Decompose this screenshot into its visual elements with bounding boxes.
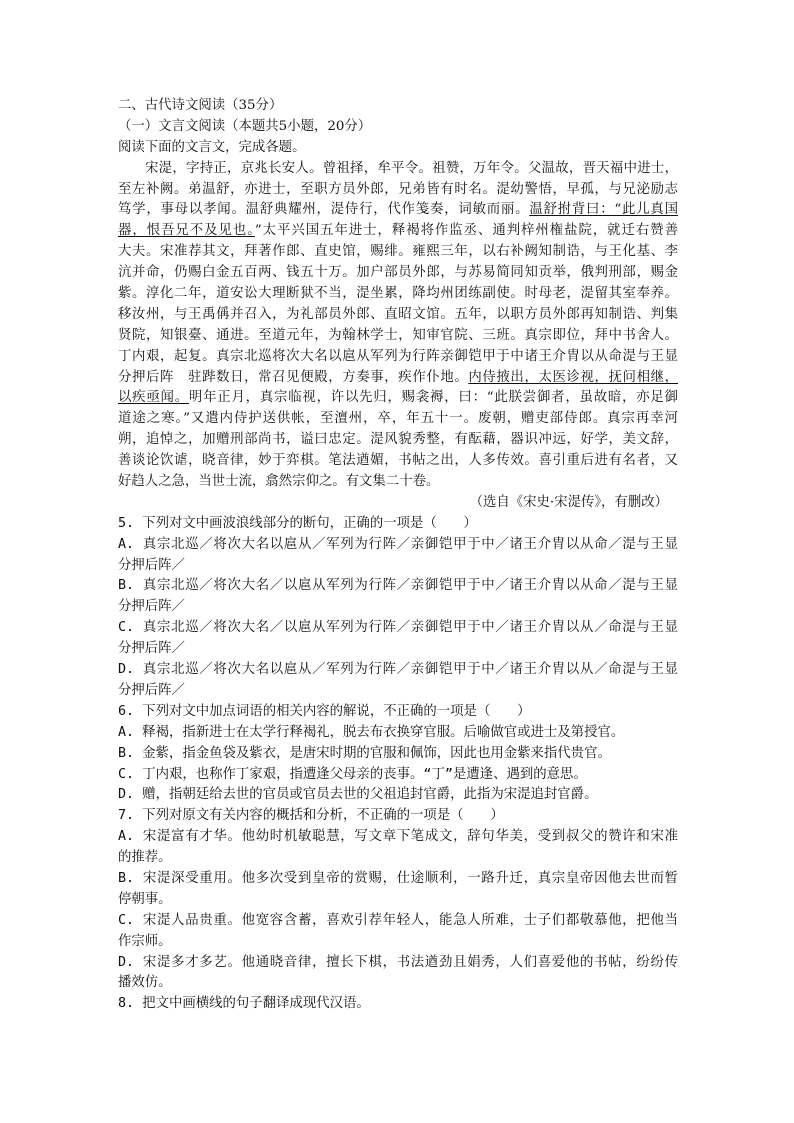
passage-text: 笃学，事母以孝闻。温舒典耀州，湜侍行，代作笺奏，词敏而丽。 <box>118 202 530 218</box>
underlined-text: 温舒拊背曰：“此儿真国 <box>529 202 678 218</box>
passage-line <box>118 326 678 347</box>
question-item <box>118 514 678 535</box>
question-line: 的推荐。 <box>118 850 172 866</box>
question-line: C. 真宗北巡／将次大名／以扈从军列为行阵／亲御铠甲于中／诸王介胄以从／命湜与王显 <box>118 620 678 636</box>
question-item <box>118 911 678 953</box>
passage-text: 分押后阵 驻跸数日，常召见便殿，方奏事，疾作仆地。 <box>118 369 469 385</box>
question-line: 5. 下列对文中画波浪线部分的断句，正确的一项是（ ） <box>118 515 477 531</box>
passage-line <box>118 180 678 201</box>
passage-text: 丁内艰，起复。真宗北巡将次大名以扈从军列为行阵亲御铠甲于中诸王介胄以从命湜与王显 <box>118 348 678 364</box>
source-note: （选自《宋史·宋湜传》，有删改） <box>469 494 668 510</box>
passage-line <box>118 451 678 472</box>
question-line: B. 真宗北巡／将次大名／以扈从军列为行阵／亲御铠甲于中／诸王介胄以从命／湜与王显 <box>118 578 678 594</box>
question-line: C. 宋湜人品贵重。他宽容含蓄，喜欢引荐年轻人，能急人所难，士子们都敬慕他，把他当 <box>118 912 678 928</box>
passage-text: 宋湜，字持正，京兆长安人。曾祖择，牟平令。祖赞，万年令。父温故，晋天福中进士， <box>145 160 678 176</box>
question-item <box>118 765 678 786</box>
passage-text: 道途之寒。”又遣内侍护送供帐，至澶州，卒，年五十一。废朝，赠吏部侍郎。真宗再幸河 <box>118 411 678 427</box>
underlined-text: 器，恨吾兄不及见也。 <box>118 223 255 239</box>
document-page <box>118 96 678 1015</box>
passage-text: 沆并命，仍赐白金五百两、钱五十万。加户部员外郎，与苏易简同知贡举，俄判刑部，赐金 <box>118 265 678 281</box>
question-item <box>118 723 678 744</box>
question-line: 作宗师。 <box>118 933 172 949</box>
subsection-title: （一）文言文阅读（本题共5小题，20分） <box>118 118 372 134</box>
passage-line <box>118 472 678 493</box>
passage-line <box>118 263 678 284</box>
question-line: 分押后阵／ <box>118 599 185 615</box>
question-line: 分押后阵／ <box>118 641 185 657</box>
question-item <box>118 576 678 618</box>
question-item <box>118 994 678 1015</box>
passage-text: 移汝州，与王禹偁并召入，为礼部员外郎、直昭文馆。五年，以职方员外郎再知制诰、判集 <box>118 306 678 322</box>
instruction-text: 阅读下面的文言文，完成各题。 <box>118 139 306 155</box>
question-line: 6. 下列对文中加点词语的相关内容的解说，不正确的一项是（ ） <box>118 703 531 719</box>
question-line: D. 宋湜多才多艺。他通晓音律，擅长下棋，书法遒劲且娟秀，人们喜爱他的书帖，纷纷传 <box>118 954 678 970</box>
passage-text: ”太平兴国五年进士，释褐将作监丞、通判梓州権盐院，就迁右赞善 <box>254 223 678 239</box>
passage-text: 紫。淳化二年，道安讼大理断狱不当，湜坐累，降均州团练副使。时母老，湜留其室奉养。 <box>118 286 678 302</box>
question-line: 分押后阵／ <box>118 682 185 698</box>
question-line: 分押后阵／ <box>118 557 185 573</box>
passage <box>118 159 678 493</box>
passage-text: 至左补阙。弟温舒，亦进士，至职方员外郎，兄弟皆有时名。湜幼警悟，早孤，与兄泌励志 <box>118 181 678 197</box>
passage-line <box>118 388 678 409</box>
question-item <box>118 806 678 827</box>
passage-text: 贤院，知银臺、通进。至道元年，为翰林学士，知审官院、三班。真宗即位，拜中书舍人。 <box>118 327 678 343</box>
passage-text: 明年正月，真宗临视，许以先归，赐衾褥，曰：“此朕尝御者，虽故暗，亦足御 <box>188 390 679 406</box>
passage-line <box>118 430 678 451</box>
question-item <box>118 702 678 723</box>
passage-line <box>118 409 678 430</box>
question-line: B. 宋湜深受重用。他多次受到皇帝的赏赐，仕途顺利，一路升迁，真宗皇帝因他去世而暂 <box>118 870 678 886</box>
question-line: 8. 把文中画横线的句子翻译成现代汉语。 <box>118 996 370 1012</box>
question-line: D. 真宗北巡／将次大名以扈从／军列为行阵／亲御铠甲于中／诸王介胄以从／命湜与王显 <box>118 662 678 678</box>
questions <box>118 514 678 1015</box>
question-item <box>118 744 678 765</box>
underlined-text: 内侍掖出，太医诊视，抚问相继， <box>468 369 678 385</box>
passage-line <box>118 242 678 263</box>
question-line: A. 释褐，指新进士在太学行释褐礼，脱去布衣换穿官服。后喻做官或进士及第授官。 <box>118 724 625 740</box>
question-item <box>118 618 678 660</box>
question-item <box>118 785 678 806</box>
question-line: D. 赠，指朝廷给去世的官员或官员去世的父祖追封官爵，此指为宋湜追封官爵。 <box>118 787 598 803</box>
passage-text: 善谈论饮谑，晓音律，妙于弈棋。笔法遒媚，书帖之出，人多传效。喜引重后进有名者，又 <box>118 453 678 469</box>
question-item <box>118 827 678 869</box>
question-line: A. 宋湜富有才华。他幼时机敏聪慧，写文章下笔成文，辞句华美，受到叔父的赞许和宋准 <box>118 829 678 845</box>
passage-line <box>118 221 678 242</box>
passage-line <box>118 305 678 326</box>
passage-line <box>118 159 678 180</box>
question-line: A. 真宗北巡／将次大名以扈从／军列为行阵／亲御铠甲于中／诸王介胄以从命／湜与王显 <box>118 536 678 552</box>
passage-line <box>118 284 678 305</box>
passage-line <box>118 368 678 389</box>
question-line: 播效仿。 <box>118 975 172 991</box>
passage-text: 好趋人之急，当世士流，翕然宗仰之。有文集二十卷。 <box>118 474 440 490</box>
passage-text: 朔，追悼之，加赠刑部尚书，谥曰忠定。湜风貌秀整，有酝藉，器识冲远，好学，美文辞， <box>118 432 678 448</box>
question-line: 7. 下列对原文有关内容的概括和分析，不正确的一项是（ ） <box>118 808 504 824</box>
question-item <box>118 869 678 911</box>
underlined-text: 以疾亟闻。 <box>118 390 189 406</box>
question-item <box>118 953 678 995</box>
question-line: C. 丁内艰，也称作丁家艰，指遭逢父母亲的丧事。“丁”是遭逢、遇到的意思。 <box>118 766 587 782</box>
question-line: 停朝事。 <box>118 891 172 907</box>
question-item <box>118 660 678 702</box>
passage-line <box>118 200 678 221</box>
section-title: 二、古代诗文阅读（35分） <box>118 98 283 113</box>
passage-line <box>118 347 678 368</box>
question-line: B. 金紫，指金鱼袋及紫衣，是唐宋时期的官服和佩饰，因此也用金紫来指代贵官。 <box>118 745 611 761</box>
passage-text: 大夫。宋准荐其文，拜著作郎、直史馆，赐绯。雍熙三年，以右补阙知制诰，与王化基、李 <box>118 244 678 260</box>
question-item <box>118 535 678 577</box>
